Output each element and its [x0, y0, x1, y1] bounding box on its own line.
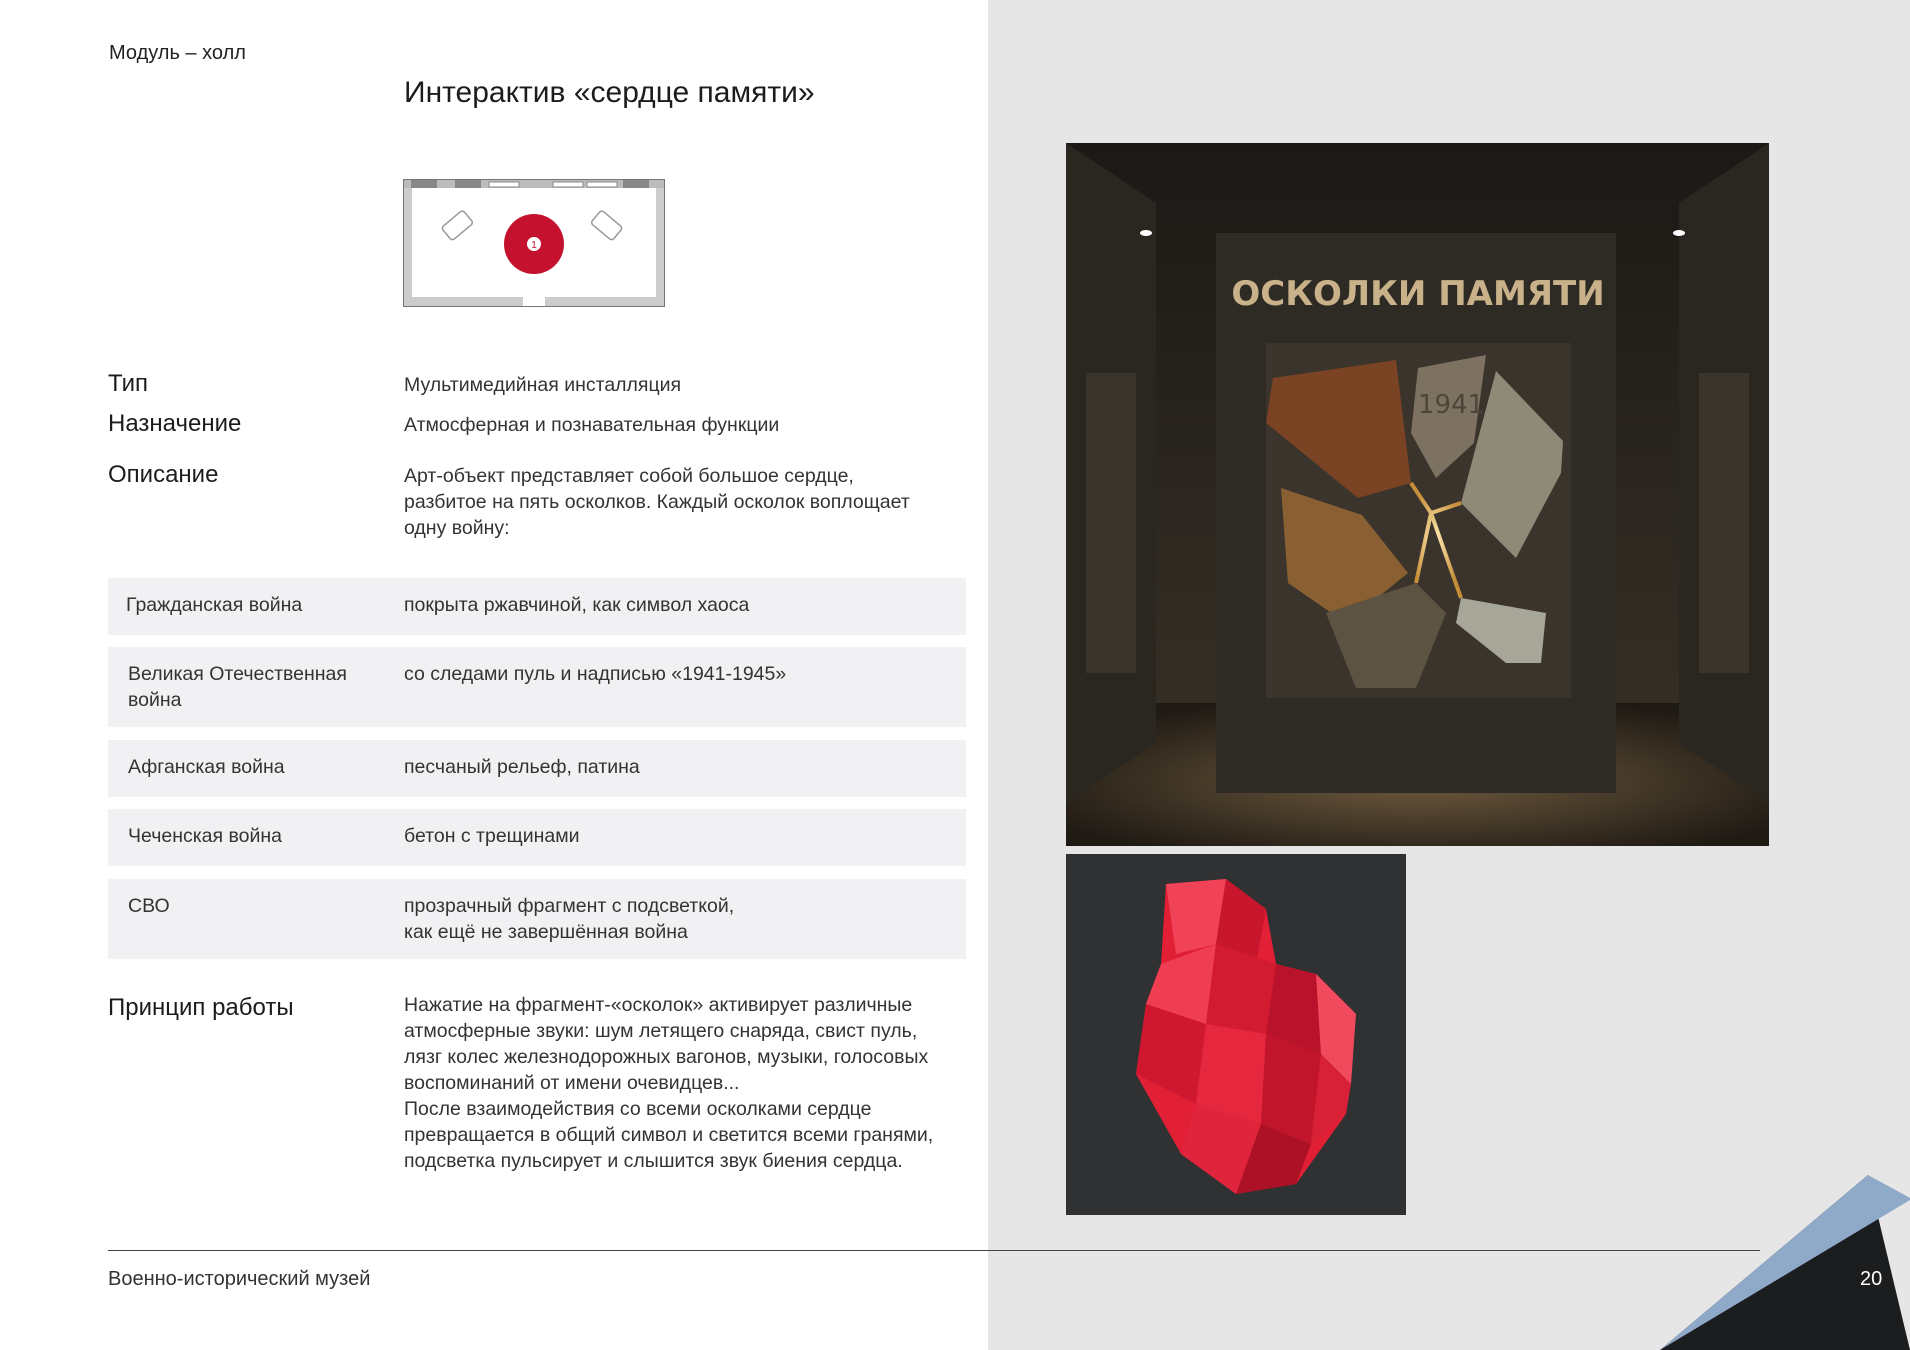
war-row — [108, 740, 966, 797]
principle-line: лязг колес железнодорожных вагонов, музыки, голосовых — [404, 1046, 929, 1068]
war-name — [128, 754, 378, 780]
war-row — [108, 578, 966, 635]
footer-museum-name: Военно-исторический музей — [108, 1268, 371, 1290]
war-description — [404, 592, 954, 618]
description-label: Описание — [108, 461, 219, 488]
description-line: разбитое на пять осколков. Каждый осколок воплощает — [404, 491, 910, 513]
principle-line: атмосферные звуки: шум летящего снаряда, свист пуль, — [404, 1020, 918, 1042]
war-description-line: со следами пуль и надписью «1941-1945» — [404, 663, 787, 685]
photo-sign-text: ОСКОЛКИ ПАМЯТИ — [1231, 274, 1605, 314]
page-number: 20 — [1860, 1268, 1883, 1290]
principle-line: воспоминаний от имени очевидцев... — [404, 1072, 740, 1094]
war-row — [108, 809, 966, 866]
war-name — [128, 661, 378, 713]
war-name-line: СВО — [128, 895, 170, 917]
war-description-line: песчаный рельеф, патина — [404, 756, 640, 778]
war-description — [404, 823, 954, 849]
war-name-line: Афганская война — [128, 756, 285, 778]
principle-line: подсветка пульсирует и слышится звук биения сердца. — [404, 1150, 903, 1172]
war-description — [404, 661, 954, 687]
type-label: Тип — [108, 370, 149, 397]
purpose-label: Назначение — [108, 410, 242, 437]
war-row — [108, 647, 966, 727]
principle-line: Нажатие на фрагмент-«осколок» активирует различные — [404, 994, 913, 1016]
war-description — [404, 893, 954, 945]
principle-line: После взаимодействия со всеми осколками сердце — [404, 1098, 872, 1120]
war-name-line: война — [128, 689, 182, 711]
war-name — [126, 592, 376, 618]
war-name-line: Великая Отечественная — [128, 663, 347, 685]
war-description-line: бетон с трещинами — [404, 825, 580, 847]
installation-photo — [1066, 143, 1769, 846]
war-name-line: Гражданская война — [126, 594, 303, 616]
war-row — [108, 879, 966, 959]
war-description-line: как ещё не завершённая война — [404, 921, 688, 943]
war-description-line: покрыта ржавчиной, как символ хаоса — [404, 594, 750, 616]
principle-label: Принцип работы — [108, 994, 294, 1021]
heart-render-image — [1066, 854, 1406, 1215]
principle-line: превращается в общий символ и светится всеми гранями, — [404, 1124, 934, 1146]
war-description — [404, 754, 954, 780]
type-value: Мультимедийная инсталляция — [404, 374, 682, 396]
purpose-value: Атмосферная и познавательная функции — [404, 414, 780, 436]
war-name-line: Чеченская война — [128, 825, 282, 847]
floorplan-thumbnail — [403, 179, 665, 307]
war-name — [128, 823, 378, 849]
description-line: Арт-объект представляет собой большое сердце, — [404, 465, 854, 487]
description-text — [404, 463, 974, 541]
principle-text — [404, 992, 974, 1174]
photo-year-text: 1941 — [1418, 390, 1485, 420]
corner-decoration — [1660, 1160, 1910, 1350]
war-name — [128, 893, 378, 919]
section-label: Модуль – холл — [109, 42, 246, 64]
war-description-line: прозрачный фрагмент с подсветкой, — [404, 895, 735, 917]
page-title: Интерактив «сердце памяти» — [404, 76, 815, 109]
floorplan-marker-label: 1 — [531, 240, 537, 251]
footer-divider — [108, 1250, 1760, 1251]
description-line: одну войну: — [404, 517, 510, 539]
